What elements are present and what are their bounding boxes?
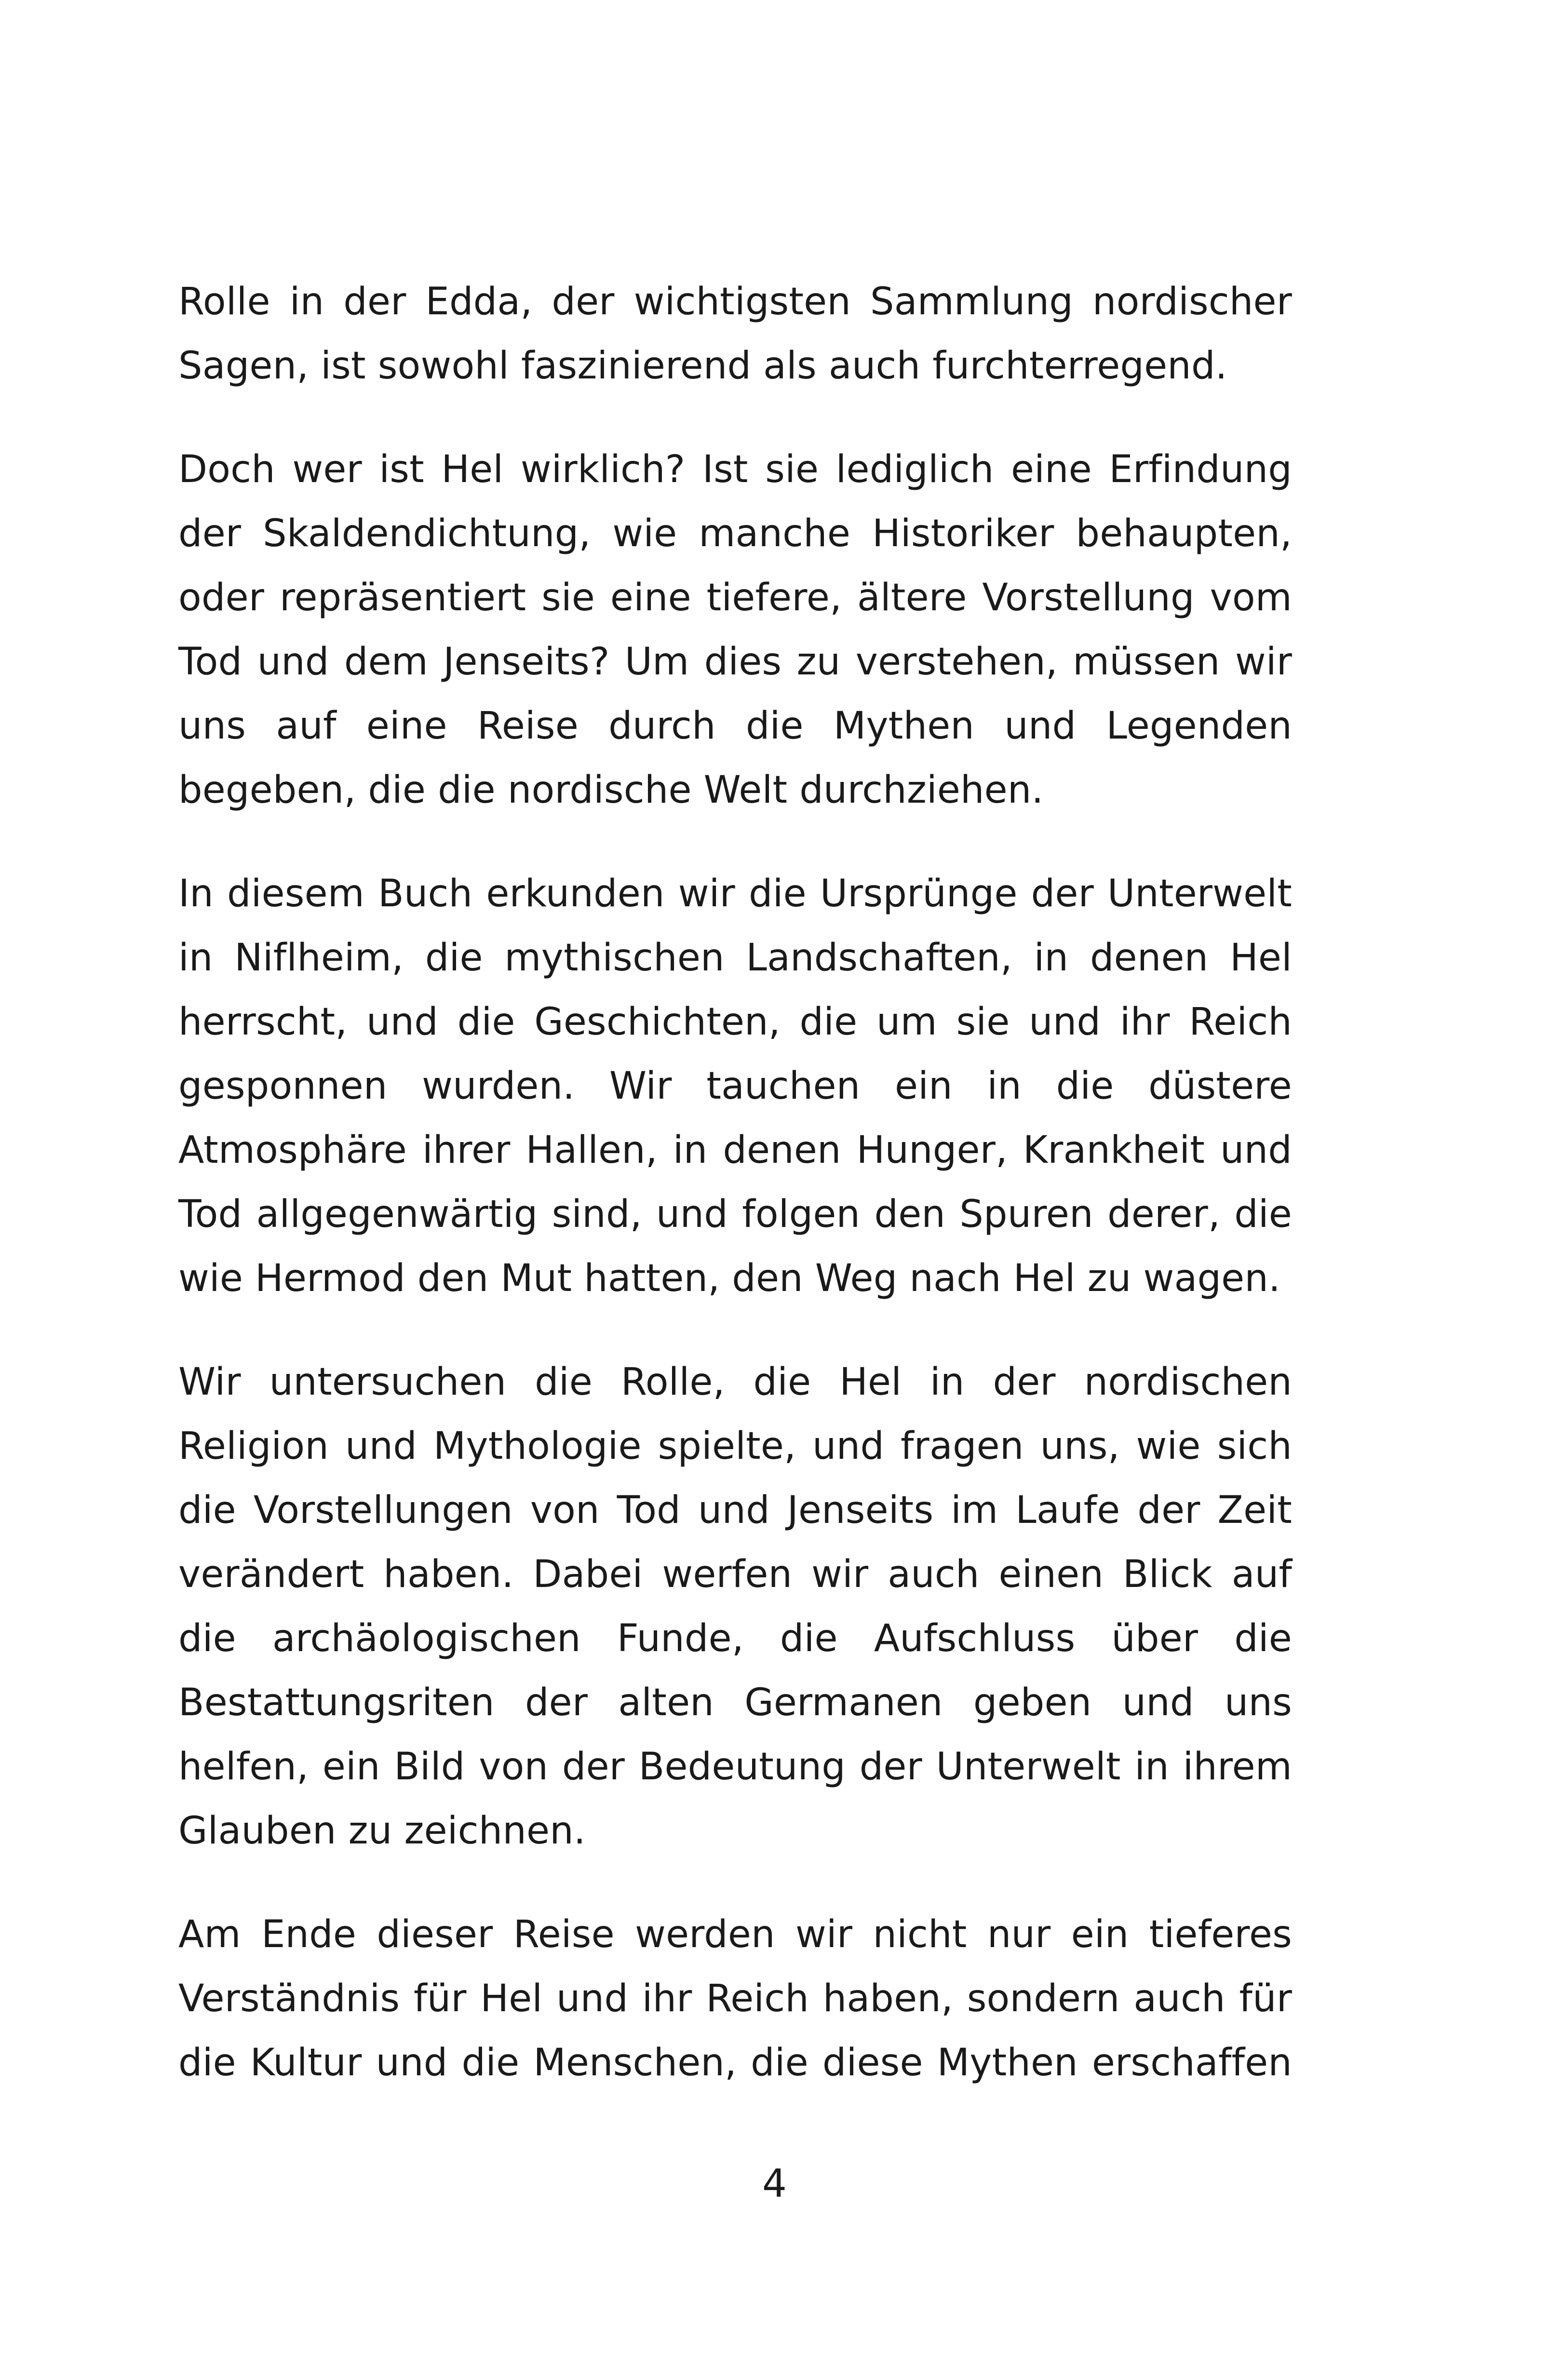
body-text bbox=[178, 270, 1292, 2095]
paragraph-1: Rolle in der Edda, der wichtigsten Sammlung nordischer Sagen, ist sowohl faszinierend als auch furchterregend. bbox=[178, 280, 1292, 388]
paragraph-3: In diesem Buch erkunden wir die Ursprünge der Unterwelt in Niflheim, die mythischen Landschaften, in denen Hel herrscht, und die Geschichten, die um sie und ihr Reich gesponnen wurden. Wir tauchen ein in die düstere Atmosphäre ihrer Hallen, in denen Hunger, Krankheit und Tod allgegenwärtig sind, und folgen den Spuren derer, die wie Hermod den Mut hatten, den Weg nach Hel zu wagen. bbox=[178, 872, 1292, 1300]
paragraph-2: Doch wer ist Hel wirklich? Ist sie lediglich eine Erfindung der Skaldendichtung, wie manche Historiker behaupten, oder repräsentiert sie eine tiefere, ältere Vorstellung vom Tod und dem Jenseits? Um dies zu verstehen, müssen wir uns auf eine Reise durch die Mythen und Legenden begeben, die die nordische Welt durchziehen. bbox=[178, 448, 1292, 812]
page-number: 4 bbox=[762, 2161, 787, 2206]
paragraph-5: Am Ende dieser Reise werden wir nicht nur ein tieferes Verständnis für Hel und ihr Reich haben, sondern auch für die Kultur und die Menschen, die diese Mythen erschaffen bbox=[178, 1913, 1292, 2084]
paragraph-4: Wir untersuchen die Rolle, die Hel in der nordischen Religion und Mythologie spielte, und fragen uns, wie sich die Vorstellungen von Tod und Jenseits im Laufe der Zeit verändert haben. Dabei werfen wir auch einen Blick auf die archäologischen Funde, die Aufschluss über die Bestattungsriten der alten Germanen geben und uns helfen, ein Bild von der Bedeutung der Unterwelt in ihrem Glauben zu zeichnen. bbox=[178, 1360, 1292, 1853]
